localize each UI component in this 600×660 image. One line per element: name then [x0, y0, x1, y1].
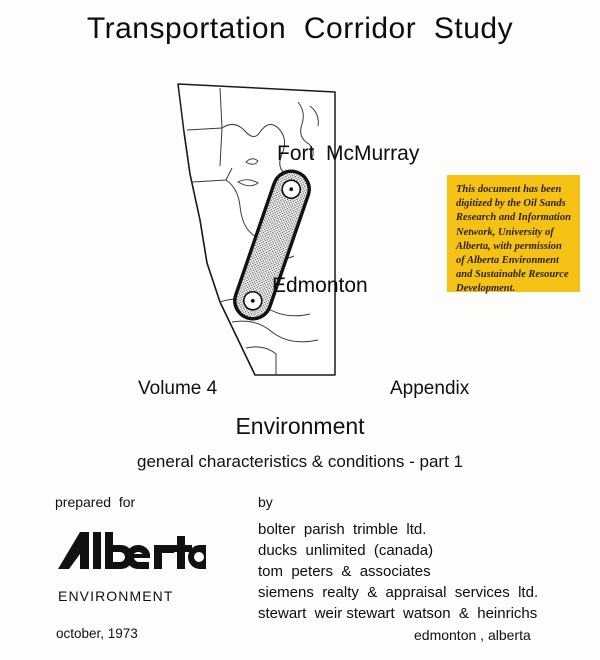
- volume-label: Volume 4: [138, 378, 218, 399]
- contractor-item: bolter parish trimble ltd.: [258, 521, 427, 538]
- document-subtitle: general characteristics & conditions - part 1: [137, 452, 463, 471]
- page-title: Transportation Corridor Study: [86, 12, 514, 45]
- alberta-wordmark-logo: [56, 528, 206, 576]
- map-label-edmonton: Edmonton: [272, 274, 368, 297]
- publication-date: october, 1973: [56, 626, 138, 641]
- alberta-map-svg: [160, 70, 360, 395]
- contractor-item: siemens realty & appraisal services ltd.: [258, 584, 539, 601]
- agency-department-label: ENVIRONMENT: [58, 588, 174, 604]
- place-of-publication: edmonton , alberta: [414, 627, 531, 643]
- appendix-label: Appendix: [390, 378, 470, 399]
- digitization-stamp-text: This document has been digitized by the Oil Sands Research and Information Network, University of Alberta, with permission of Alberta Environment and Sustainable Resource Development.: [456, 184, 571, 295]
- map-label-fort-mcmurray: Fort McMurray: [277, 142, 420, 165]
- digitization-stamp: [447, 175, 580, 295]
- contractor-item: stewart weir stewart watson & heinrichs: [258, 605, 538, 622]
- by-label: by: [258, 494, 273, 510]
- contractor-item: tom peters & associates: [258, 563, 431, 580]
- prepared-for-label: prepared for: [55, 494, 136, 510]
- contractor-list: [258, 519, 588, 624]
- alberta-map: [160, 70, 360, 395]
- alberta-wordmark-svg: [56, 528, 206, 576]
- section-heading: Environment: [235, 413, 365, 439]
- contractor-item: ducks unlimited (canada): [258, 542, 434, 559]
